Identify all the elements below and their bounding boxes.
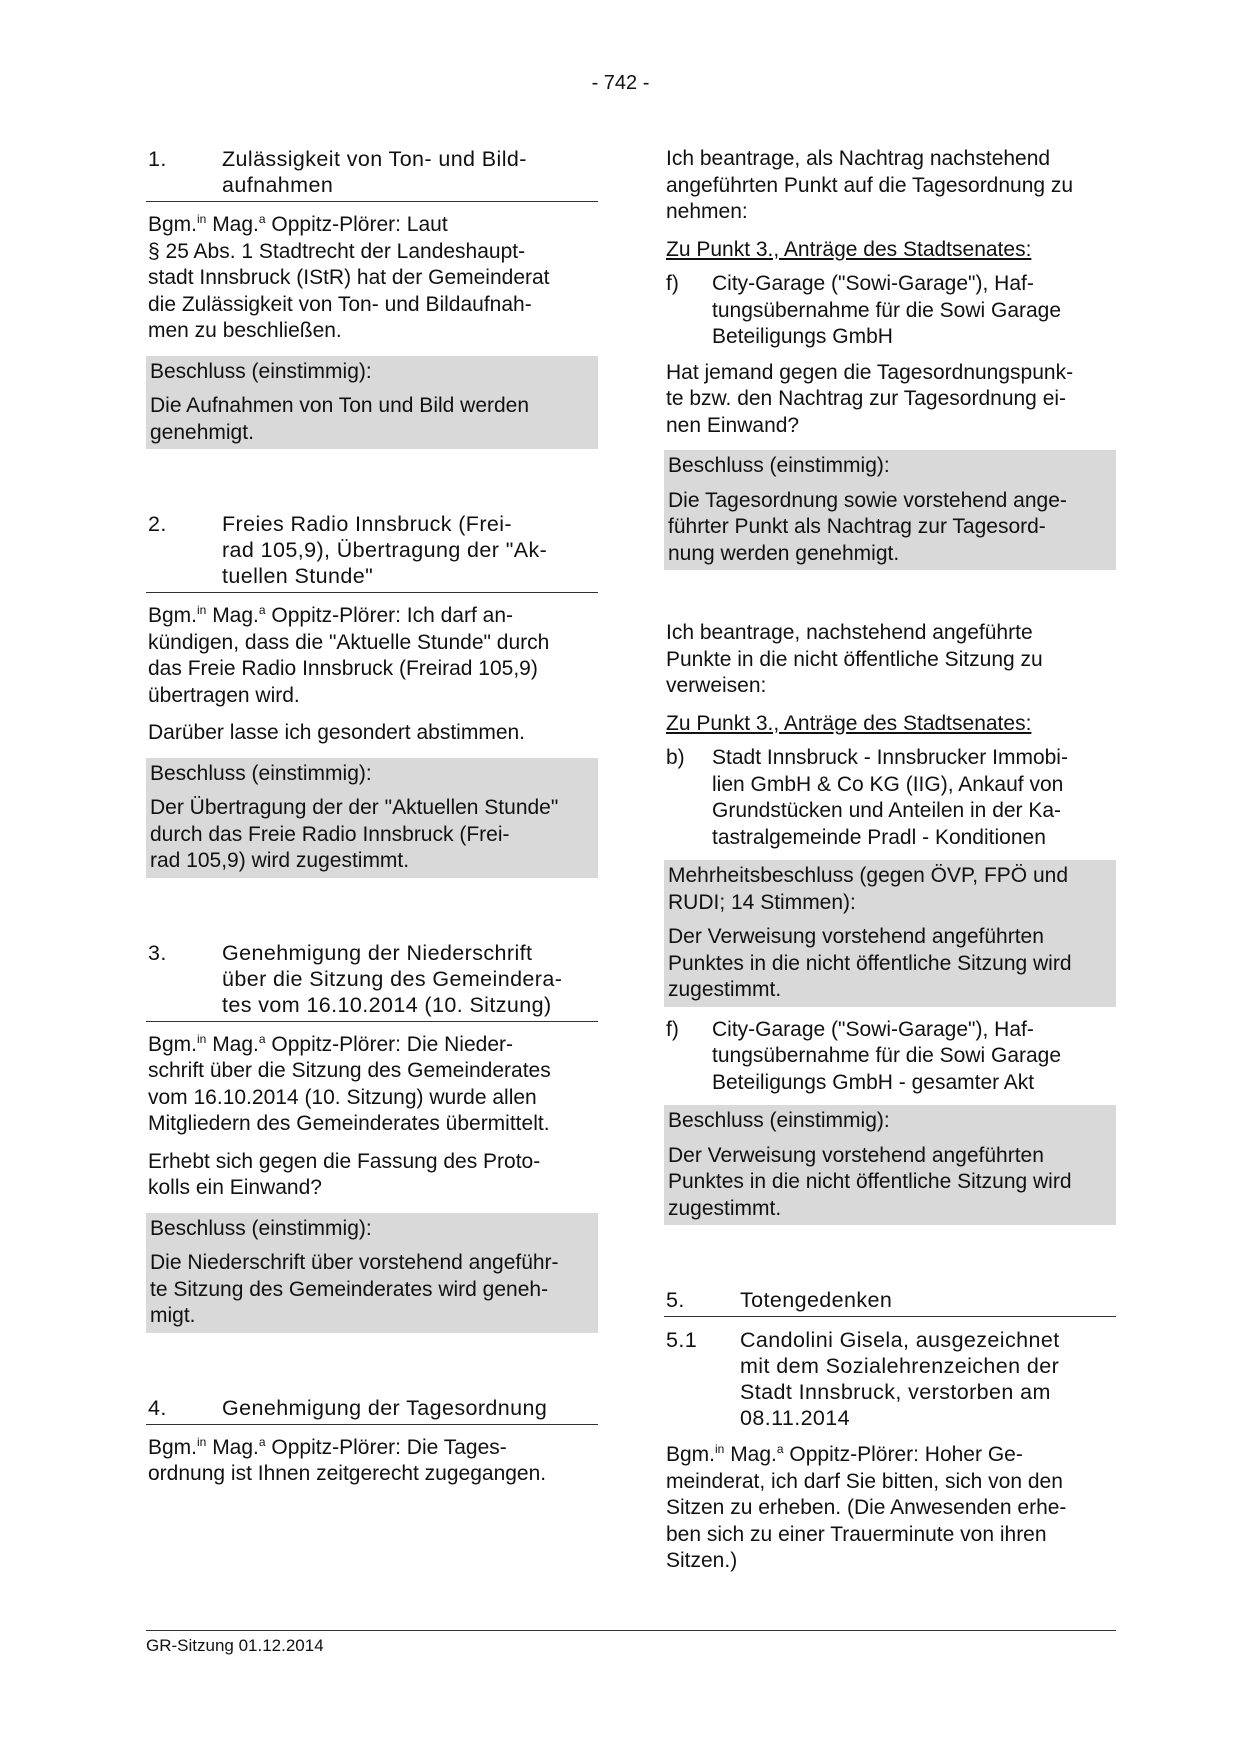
decision-text: Die Aufnahmen von Ton und Bild werden genehmigt. [150,394,530,444]
item-label: b) [666,746,685,769]
item-text: Stadt Innsbruck - Innsbrucker Immobi- lien GmbH & Co KG (IIG), Ankauf von Grundstücken und Anteilen in der Ka- tastralgemeinde Pradl - Konditionen [712,746,1068,849]
decision-box [664,450,1116,570]
right-column [664,146,1116,1586]
decision-box [146,758,598,878]
page-footer: GR-Sitzung 01.12.2014 [146,1630,1116,1656]
paragraph: Hat jemand gegen die Tagesordnungspunk- te bzw. den Nachtrag zur Tagesordnung ei- nen Einwand? [666,360,1074,437]
paragraph: Darüber lasse ich gesondert abstimmen. [148,721,526,744]
item-label: f) [666,1017,679,1041]
section-number: 3. [148,940,167,965]
decision-box [146,356,598,450]
decision-label: Beschluss (einstimmig): [668,454,890,477]
section-2-heading [146,511,598,593]
decision-label: Beschluss (einstimmig): [668,1109,890,1132]
paragraph: Erhebt sich gegen die Fassung des Proto- kolls ein Einwand? [148,1149,541,1199]
item-text: City-Garage ("Sowi-Garage"), Haf- tungsübernahme für die Sowi Garage Beteiligungs GmbH [712,272,1062,348]
speaker-paragraph: Bgm.$^{in}$ Mag.$^a$ Oppitz-Plörer: Laut § 25 Abs. 1 Stadtrecht der Landeshaupt- stadt Innsbruck (IStR) hat der Gemeinderat die Zulässigkeit von Ton- und Bildaufnah- men zu beschließen. [148,212,550,342]
section-title: Zulässigkeit von Ton- und Bild- aufnahmen [222,147,527,197]
decision-text: Die Niederschrift über vorstehend angeführ- te Sitzung des Gemeinderates wird geneh- migt. [150,1251,559,1327]
section-5-1-heading [664,1327,1116,1434]
paragraph: Ich beantrage, nachstehend angeführte Punkte in die nicht öffentliche Sitzung zu verweisen: [666,621,1043,697]
speaker-paragraph: Bgm.$^{in}$ Mag.$^a$ Oppitz-Plörer: Die Tages- ordnung ist Ihnen zeitgerecht zugegangen. [148,1434,547,1485]
decision-text: Der Übertragung der der "Aktuellen Stunde" durch das Freie Radio Innsbruck (Frei- rad 105,9) wird zugestimmt. [150,796,559,872]
section-number: 2. [148,512,167,536]
section-number: 5. [666,1288,685,1312]
decision-text: Der Verweisung vorstehend angeführten Punktes in die nicht öffentliche Sitzung wird zugestimmt. [668,1143,1072,1220]
item-label: f) [666,272,679,295]
agenda-item [664,745,1116,851]
section-1-heading [146,146,598,202]
decision-text: Die Tagesordnung sowie vorstehend ange- führter Punkt als Nachtrag zur Tagesord- nung werden genehmigt. [668,488,1067,565]
decision-label: Beschluss (einstimmig): [150,761,372,785]
section-number: 1. [148,147,167,171]
section-title: Genehmigung der Tagesordnung [222,1395,548,1420]
section-title: Totengedenken [740,1288,893,1312]
left-column [146,146,598,1499]
decision-label: Beschluss (einstimmig): [150,359,372,383]
underlined-heading: Zu Punkt 3., Anträge des Stadtsenates: [666,711,1032,735]
item-text: City-Garage ("Sowi-Garage"), Haf- tungsübernahme für die Sowi Garage Beteiligungs GmbH - gesamter Akt [712,1017,1062,1094]
section-number: 5.1 [666,1328,698,1352]
section-title: Genehmigung der Niederschrift über die Sitzung des Gemeindera- tes vom 16.10.2014 (10. Sitzung) [222,940,563,1017]
speaker-paragraph: Bgm.$^{in}$ Mag.$^a$ Oppitz-Plörer: Ich darf an- kündigen, dass die "Aktuelle Stunde" durch das Freie Radio Innsbruck (Freirad 105,9) übertragen wird. [148,603,550,707]
speaker-paragraph: Bgm.$^{in}$ Mag.$^a$ Oppitz-Plörer: Die Nieder- schrift über die Sitzung des Gemeinderates vom 16.10.2014 (10. Sitzung) wurde allen Mitgliedern des Gemeinderates übermittelt. [148,1031,551,1135]
decision-label: Beschluss (einstimmig): [150,1216,372,1240]
decision-box [664,860,1116,1007]
page-number: - 742 - [591,72,650,94]
decision-label: Mehrheitsbeschluss (gegen ÖVP, FPÖ und RUDI; 14 Stimmen): [668,864,1068,914]
section-title: Candolini Gisela, ausgezeichnet mit dem Sozialehrenzeichen der Stadt Innsbruck, verstorben am 08.11.2014 [740,1328,1060,1430]
decision-text: Der Verweisung vorstehend angeführten Punktes in die nicht öffentliche Sitzung wird zugestimmt. [668,925,1072,1001]
underlined-heading: Zu Punkt 3., Anträge des Stadtsenates: [666,237,1032,261]
section-4-heading [146,1395,598,1425]
decision-box [664,1105,1116,1225]
section-number: 4. [148,1395,167,1420]
decision-box [146,1213,598,1333]
agenda-item [664,271,1116,351]
paragraph: Ich beantrage, als Nachtrag nachstehend angeführten Punkt auf die Tagesordnung zu nehmen: [666,147,1074,223]
section-title: Freies Radio Innsbruck (Frei- rad 105,9), Übertragung der "Ak- tuellen Stunde" [222,512,548,588]
agenda-item [664,1017,1116,1097]
section-3-heading [146,940,598,1022]
section-5-heading [664,1287,1116,1317]
speaker-paragraph: Bgm.$^{in}$ Mag.$^a$ Oppitz-Plörer: Hoher Ge- meinderat, ich darf Sie bitten, sich von den Sitzen zu erheben. (Die Anwesenden erhe- ben sich zu einer Trauerminute von ihren Sitzen.) [666,1442,1067,1572]
